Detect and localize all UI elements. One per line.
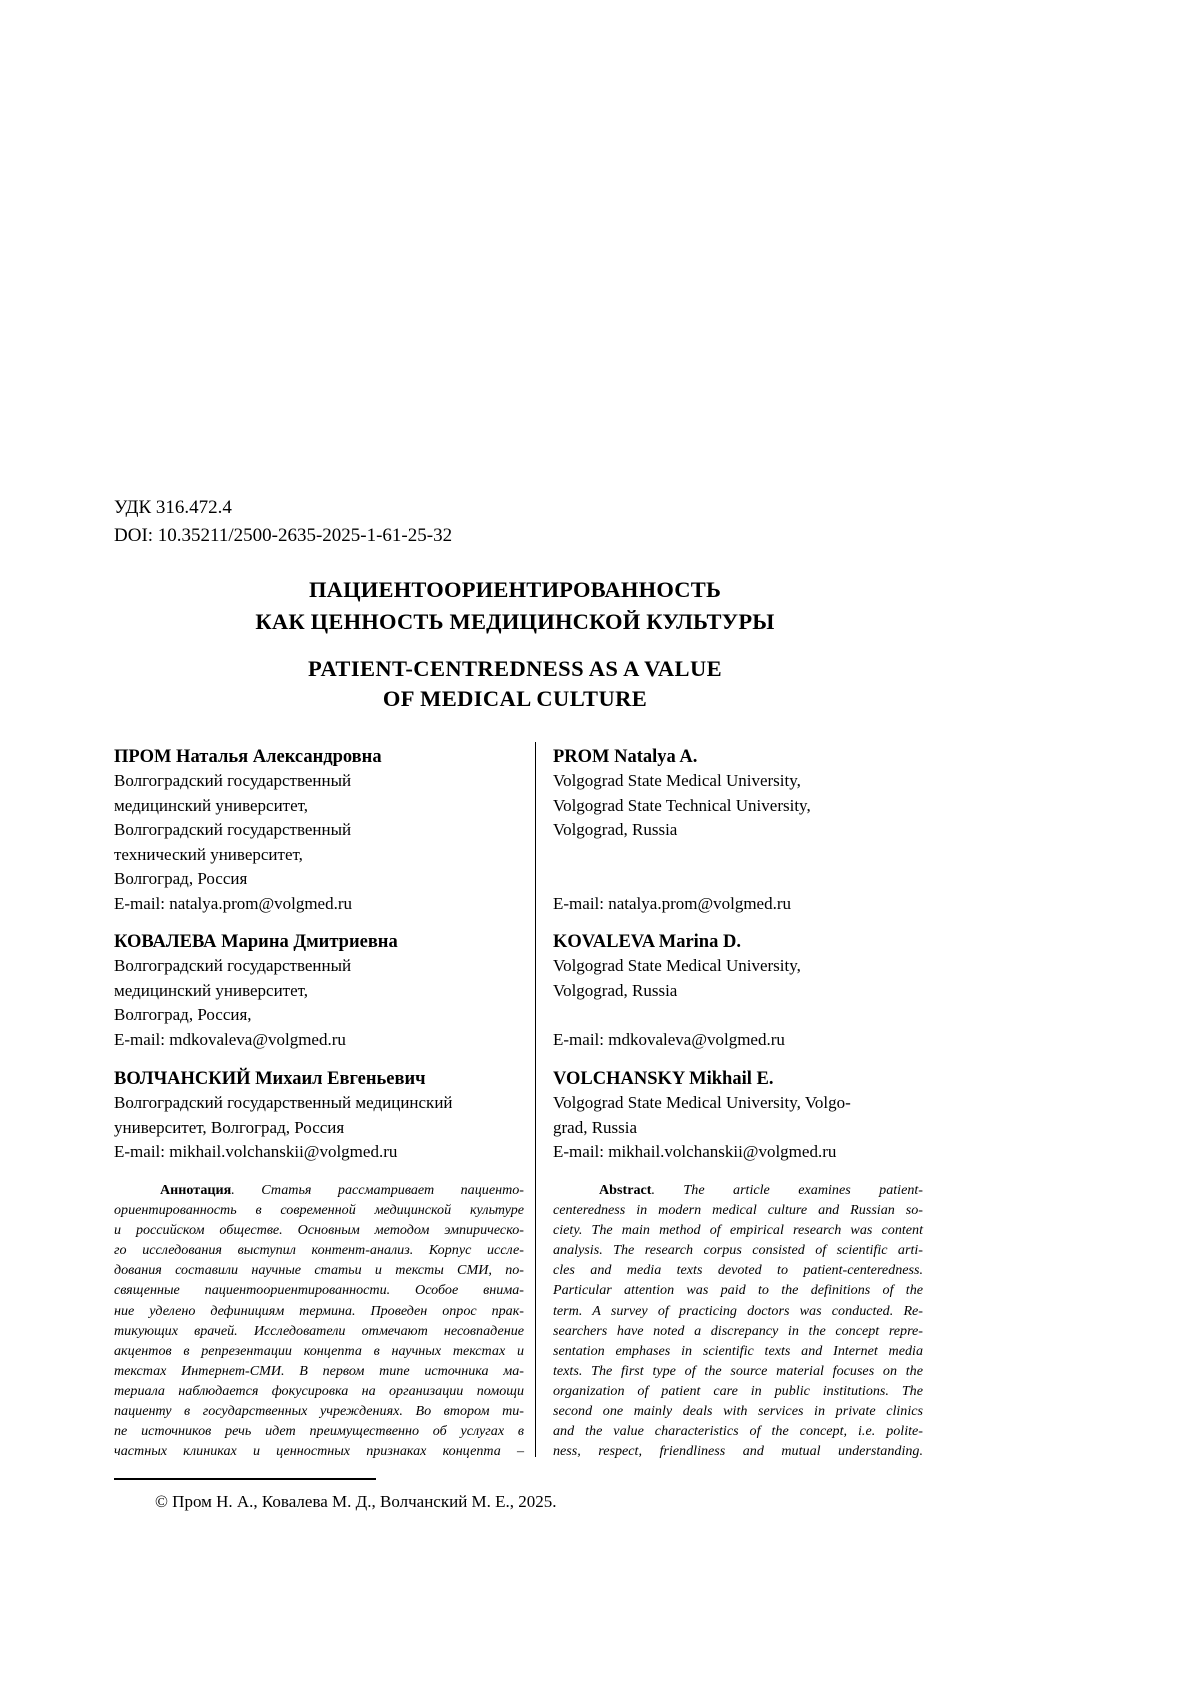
abstract-line: и российском обществе. Основным методом эмпирическо- <box>114 1222 524 1239</box>
abstract-line: Аннотация. Статья рассматривает пациенто- <box>160 1182 524 1198</box>
abstract-line: ориентированность в современной медицинской культуре <box>114 1202 524 1219</box>
affiliation-line: Волгоградский государственный <box>114 820 352 839</box>
abstract-line: Abstract. The article examines patient- <box>599 1182 923 1198</box>
author-name: ПРОМ Наталья Александровна <box>114 747 382 767</box>
abstract-line: centeredness in modern medical culture and Russian so- <box>553 1202 923 1219</box>
affiliation-line: Волгоград, Россия, <box>114 1005 252 1024</box>
affiliation-line: Volgograd State Technical University, <box>553 795 811 815</box>
footnote-divider <box>114 1478 376 1480</box>
author-ru-prom <box>114 745 524 916</box>
author-en-prom <box>553 745 923 916</box>
author-en-kovaleva <box>553 930 923 1052</box>
abstract-label: Abstract <box>599 1182 652 1198</box>
abstract-line: териала наблюдается фокусировка на организации помощи <box>114 1382 524 1399</box>
title-english <box>0 654 1030 714</box>
author-name: PROM Natalya A. <box>553 747 698 767</box>
title-english-line-1: PATIENT-CENTREDNESS AS A VALUE <box>307 656 723 681</box>
author-email: E-mail: natalya.prom@volgmed.ru <box>114 893 353 913</box>
affiliation-line: университет, Волгоград, Россия <box>114 1117 345 1137</box>
abstract-line: дования составили научные статьи и тексты СМИ, по- <box>114 1262 524 1279</box>
abstract-line: священные пациентоориентированности. Особое внима- <box>114 1282 524 1299</box>
udk-code: УДК 316.472.4 <box>114 497 232 518</box>
affiliation-line: технический университет, <box>114 844 303 864</box>
title-english-line-2: OF MEDICAL CULTURE <box>382 686 648 711</box>
affiliation-line: Волгоградский государственный <box>114 956 352 975</box>
author-email: E-mail: mikhail.volchanskii@volgmed.ru <box>553 1142 837 1161</box>
author-email: E-mail: mdkovaleva@volgmed.ru <box>553 1029 785 1049</box>
abstract-line: пе источников речь идет преимущественно об услугах в <box>114 1423 524 1440</box>
abstract-line: and the value characteristics of the concept, i.e. polite- <box>553 1423 923 1440</box>
abstract-line: Particular attention was paid to the definitions of the <box>553 1282 923 1299</box>
author-name: КОВАЛЕВА Марина Дмитриевна <box>114 932 398 952</box>
author-email: E-mail: mdkovaleva@volgmed.ru <box>114 1029 346 1049</box>
affiliation-line: Волгоградский государственный медицинский <box>114 1093 453 1112</box>
affiliation-line: Волгоградский государственный <box>114 771 352 790</box>
author-name: ВОЛЧАНСКИЙ Михаил Евгеньевич <box>114 1069 426 1089</box>
affiliation-line: Volgograd State Medical University, Volgo- <box>553 1093 851 1112</box>
abstract-line: ние уделено дефинициям термина. Проведен опрос прак- <box>114 1302 524 1319</box>
author-en-volchansky <box>553 1067 923 1165</box>
author-email: E-mail: mikhail.volchanskii@volgmed.ru <box>114 1142 398 1161</box>
abstract-line: пациенту в государственных учреждениях. Во втором ти- <box>114 1403 524 1420</box>
abstract-line: cles and media texts devoted to patient-centeredness. <box>553 1262 923 1279</box>
abstract-label: Аннотация <box>160 1182 232 1198</box>
author-ru-volchanskiy <box>114 1067 524 1165</box>
abstract-line: searchers have noted a discrepancy in the concept repre- <box>553 1322 923 1339</box>
abstract-line: sentation emphases in scientific texts and Internet media <box>553 1342 923 1359</box>
affiliation-line: Volgograd, Russia <box>553 980 678 1000</box>
affiliation-line: медицинский университет, <box>114 980 309 1000</box>
column-divider <box>535 742 536 1457</box>
abstract-line: organization of patient care in public institutions. The <box>553 1382 923 1399</box>
author-name: VOLCHANSKY Mikhail E. <box>553 1069 774 1089</box>
abstract-line: акцентов в репрезентации концепта в научных текстах и <box>114 1342 524 1359</box>
abstract-line: ness, respect, friendliness and mutual understanding. <box>553 1443 923 1460</box>
abstract-line: текстах Интернет-СМИ. В первом типе источника ма- <box>114 1362 524 1379</box>
doi: DOI: 10.35211/2500-2635-2025-1-61-25-32 <box>114 525 453 546</box>
abstract-russian <box>114 1180 524 1461</box>
copyright-footnote: © Пром Н. А., Ковалева М. Д., Волчанский М. Е., 2025. <box>155 1492 557 1511</box>
abstract-line: частных клиниках и ценностных признаках концепта – <box>114 1443 524 1460</box>
affiliation-line: Volgograd State Medical University, <box>553 771 801 790</box>
abstract-line: analysis. The research corpus consisted of scientific arti- <box>553 1242 923 1259</box>
abstract-line: term. A survey of practicing doctors was conducted. Re- <box>553 1302 923 1319</box>
abstract-line: second one mainly deals with services in private clinics <box>553 1403 923 1420</box>
abstract-english <box>553 1180 923 1461</box>
author-name: KOVALEVA Marina D. <box>553 932 741 952</box>
abstract-line: го исследования выступил контент-анализ. Корпус иссле- <box>114 1242 524 1259</box>
affiliation-line: Волгоград, Россия <box>114 869 248 888</box>
affiliation-line: grad, Russia <box>553 1117 638 1137</box>
abstract-line: тикующих врачей. Исследователи отмечают несовпадение <box>114 1322 524 1339</box>
abstract-line: ciety. The main method of empirical research was content <box>553 1222 923 1239</box>
article-metadata <box>114 494 452 550</box>
title-russian-line-2: КАК ЦЕННОСТЬ МЕДИЦИНСКОЙ КУЛЬТУРЫ <box>255 609 775 634</box>
title-russian <box>0 574 1030 638</box>
affiliation-line: медицинский университет, <box>114 795 309 815</box>
affiliation-line: Volgograd State Medical University, <box>553 956 801 975</box>
abstract-line: texts. The first type of the source material focuses on the <box>553 1362 923 1379</box>
title-russian-line-1: ПАЦИЕНТООРИЕНТИРОВАННОСТЬ <box>308 577 722 602</box>
author-ru-kovaleva <box>114 930 524 1052</box>
author-email: E-mail: natalya.prom@volgmed.ru <box>553 893 792 913</box>
affiliation-line: Volgograd, Russia <box>553 820 678 839</box>
